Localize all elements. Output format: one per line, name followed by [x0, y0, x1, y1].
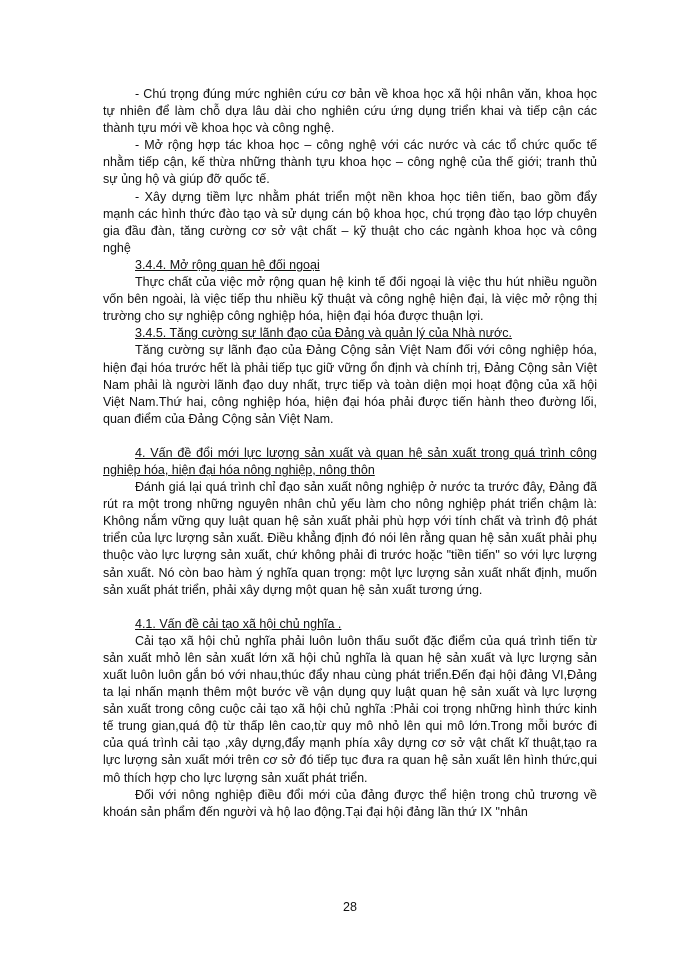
paragraph-agriculture-renewal: Đối với nông nghiệp điều đổi mới của đảng được thể hiện trong chủ trương về khoán sản phẩm đến người và hộ lao động.Tại đại hội đảng lần thứ IX "nhân	[103, 787, 597, 819]
heading-4-1: 4.1. Vấn đề cải tạo xã hội chủ nghĩa .	[135, 616, 342, 631]
paragraph-production-forces: Đánh giá lại quá trình chỉ đạo sản xuất nông nghiệp ở nước ta trước đây, Đảng đã rút ra một trong những nguyên nhân chủ yếu làm cho nông nghiệp phát triển chậm là: Không nắm vững quy luật quan hệ sản xuất phải phù hợp với tính chất và trình độ phát triển của lực lượng sản xuất. Điều khẳng định đó nói lên rằng quan hệ sản xuất phải phụ thuộc vào lực lượng sản xuất, chứ không phải đi trước hoặc "tiền tiến" so với lực lượng sản xuất. Nó còn bao hàm ý nghĩa quan trọng: một lực lượng sản xuất nhất định, muốn sản xuất phát triển, phải xây dựng một quan hệ sản xuất tương ứng.	[103, 480, 597, 597]
heading-4: 4. Vấn đề đổi mới lực lượng sản xuất và quan hệ sản xuất trong quá trình công nghiệp hóa, hiện đại hóa nông nghiệp, nông thôn	[103, 445, 597, 477]
page-number: 28	[343, 900, 357, 914]
paragraph-basic-research: - Chú trọng đúng mức nghiên cứu cơ bản về khoa học xã hội nhân văn, khoa học tự nhiên để làm chỗ dựa lâu dài cho nghiên cứu ứng dụng triển khai và tiếp cận các thành tựu mới về khoa học và công nghệ.	[103, 87, 597, 136]
paragraph-party-leadership: Tăng cường sự lãnh đạo của Đảng Cộng sản Việt Nam đối với công nghiệp hóa, hiện đại hóa trước hết là phải tiếp tục giữ vững ổn định và chính trị, Đảng Cộng sản Việt Nam phải là người lãnh đạo duy nhất, trực tiếp và toàn diện mọi hoạt động của xã hội Việt Nam.Thứ hai, công nghiệp hóa, hiện đại hóa phải được tiến hành theo đường lối, quan điểm của Đảng Cộng sản Việt Nam.	[103, 343, 597, 426]
paragraph-foreign-relations: Thực chất của việc mở rộng quan hệ kinh tế đối ngoại là việc thu hút nhiều nguồn vốn bên ngoài, là việc tiếp thu nhiều kỹ thuật và công nghệ hiện đại, là việc mở rộng thị trường cho sự nghiệp công nghiệp hóa, hiện đại hóa được thuận lợi.	[103, 275, 597, 324]
heading-3-4-4: 3.4.4. Mở rộng quan hệ đối ngoại	[135, 257, 320, 272]
paragraph-international-cooperation: - Mở rộng hợp tác khoa học – công nghệ với các nước và các tổ chức quốc tế nhằm tiếp cận, kế thừa những thành tựu khoa học – công nghệ của thế giới; tranh thủ sự ủng hộ và giúp đỡ quốc tế.	[103, 138, 597, 187]
document-body	[103, 86, 597, 821]
heading-3-4-5: 3.4.5. Tăng cường sự lãnh đạo của Đảng và quản lý của Nhà nước.	[135, 326, 512, 341]
paragraph-socialist-reform: Cải tạo xã hội chủ nghĩa phải luôn luôn thấu suốt đặc điểm của quá trình tiến từ sản xuất mhỏ lên sản xuất lớn xã hội chủ nghĩa là quan hệ sản xuất và lực lượng sản xuất luôn luôn gắn bó với nhau,thúc đẩy nhau cùng phát triển.Đến đại hội đảng VI,Đảng ta lại nhấn mạnh thêm một bước về vận dụng quy luật quan hệ sản xuất và lực lượng sản xuất trong công cuộc cải tạo xã hội chủ nghĩa :Phải coi trọng những hình thức kinh tế trung gian,quá độ từ thấp lên cao,từ quy mô nhỏ lên qui mô lớn.Trong mỗi bước đi của quá trình cải tạo ,xây dựng,đẩy mạnh phía xây dựng cơ sở vật chất kĩ thuật,tạo ra lực lượng sản xuất mới trên cơ sở đó tiếp tục đưa ra quan hệ sản xuất lên hình thức,qui mô thích hợp cho lực lượng sản xuất phát triển.	[103, 633, 597, 785]
paragraph-build-potential: - Xây dựng tiềm lực nhằm phát triển một nền khoa học tiên tiến, bao gồm đẩy mạnh các hình thức đào tạo và sử dụng cán bộ khoa học, chú trọng đào tạo lớp chuyên gia đầu đàn, tăng cường cơ sở vật chất – kỹ thuật cho các ngành khoa học và công nghệ	[103, 189, 597, 255]
section-spacer	[103, 599, 597, 616]
section-spacer	[103, 428, 597, 445]
